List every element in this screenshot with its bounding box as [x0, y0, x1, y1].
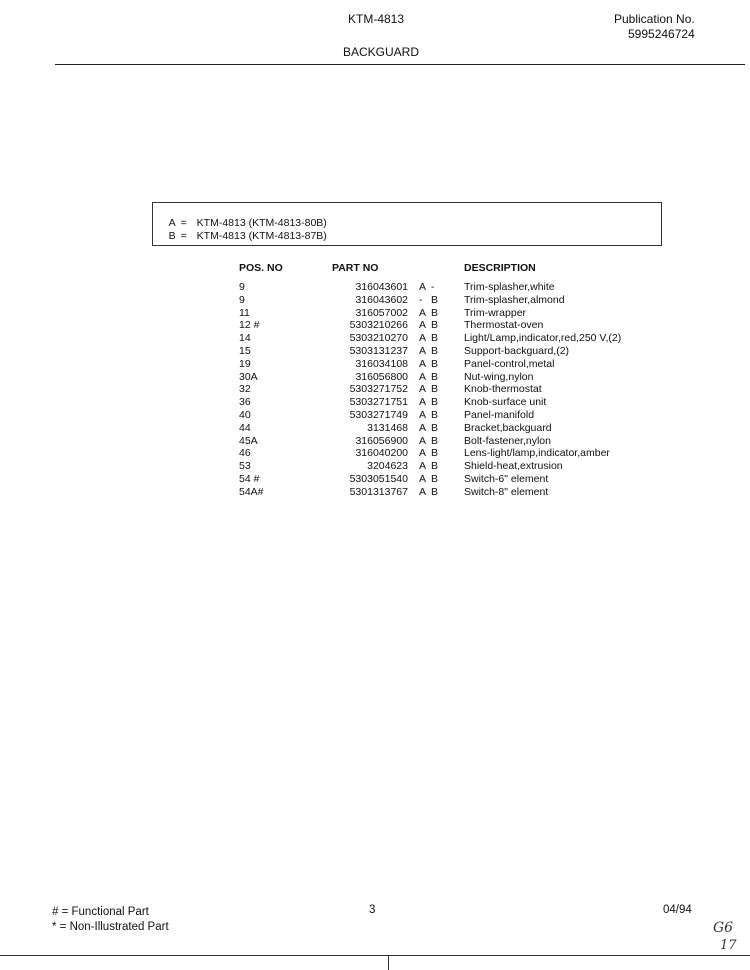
model-a-flag: A — [419, 370, 427, 383]
model-b-flag: B — [431, 472, 439, 485]
pos-number: 32 — [239, 383, 251, 396]
table-row — [0, 332, 750, 345]
part-description: Lens-light/lamp,indicator,amber — [464, 447, 610, 460]
pos-number: 45A — [239, 434, 258, 447]
pos-number: 9 — [239, 281, 245, 293]
part-description: Switch-6" element — [464, 472, 549, 485]
model-a-flag: - — [419, 293, 423, 306]
model-key-letter: B — [168, 230, 176, 242]
table-row — [0, 435, 750, 448]
part-description: Light/Lamp,indicator,red,250 V,(2) — [464, 332, 622, 345]
part-number: 5303210266 — [349, 319, 408, 332]
pos-number: 54A# — [239, 485, 264, 498]
model-a-flag: A — [419, 383, 427, 396]
pos-number: 14 — [239, 332, 251, 345]
model-b-flag: B — [431, 396, 439, 409]
model-a-flag: A — [419, 408, 427, 421]
legend-functional-part: # = Functional Part — [52, 906, 149, 918]
table-row — [0, 486, 750, 499]
part-description: Nut-wing,nylon — [464, 370, 534, 383]
publication-label: Publication No. — [614, 12, 695, 26]
part-number: 5303131237 — [349, 344, 408, 357]
parts-list — [0, 281, 750, 499]
publication-date: 04/94 — [663, 904, 692, 916]
part-number: 316043601 — [355, 281, 408, 293]
table-row — [0, 371, 750, 384]
pos-number: 12 # — [239, 319, 260, 332]
table-row — [0, 409, 750, 422]
legend-non-illustrated-part: * = Non-Illustrated Part — [52, 921, 169, 933]
pos-number: 44 — [239, 421, 251, 434]
part-number: 316043602 — [355, 293, 408, 306]
model-a-flag: A — [419, 447, 427, 460]
pos-number: 46 — [239, 447, 251, 460]
pos-number: 19 — [239, 357, 251, 370]
table-row — [0, 473, 750, 486]
model-key-model: KTM-4813 (KTM-4813-80B) — [196, 217, 327, 229]
page-number: 3 — [369, 904, 376, 916]
part-number: 3204623 — [367, 460, 408, 473]
part-description: Panel-manifold — [464, 408, 535, 421]
part-number: 5303271751 — [349, 396, 408, 409]
table-row — [0, 383, 750, 396]
part-description: Bracket,backguard — [464, 421, 552, 434]
header-divider — [55, 64, 745, 65]
model-number: KTM-4813 — [348, 12, 405, 26]
part-description: Trim-splasher,white — [464, 281, 555, 293]
pos-number: 36 — [239, 396, 251, 409]
table-row — [0, 281, 750, 294]
part-description: Switch-8" element — [464, 485, 549, 498]
part-number: 5303210270 — [349, 332, 408, 345]
table-row — [0, 294, 750, 307]
model-b-flag: B — [431, 332, 439, 345]
pos-number: 11 — [239, 306, 250, 319]
publication-number: 5995246724 — [628, 27, 695, 41]
model-a-flag: A — [419, 319, 427, 332]
model-b-flag: B — [431, 421, 439, 434]
table-row — [0, 396, 750, 409]
model-b-flag: B — [431, 447, 439, 460]
model-b-flag: B — [431, 408, 439, 421]
model-b-flag: B — [431, 293, 439, 306]
model-key-equals: = — [180, 217, 187, 229]
table-row — [0, 319, 750, 332]
part-description: Thermostat-oven — [464, 319, 544, 332]
handwritten-note: 17 — [720, 938, 737, 953]
part-number: 316034108 — [355, 357, 408, 370]
model-a-flag: A — [419, 332, 427, 345]
model-b-flag: B — [431, 319, 439, 332]
part-number: 316057002 — [355, 306, 408, 319]
column-header-description: DESCRIPTION — [464, 262, 536, 274]
table-row — [0, 358, 750, 371]
model-key-model: KTM-4813 (KTM-4813-87B) — [196, 230, 327, 242]
model-b-flag: B — [431, 344, 439, 357]
handwritten-note: G6 — [713, 920, 734, 936]
table-row — [0, 422, 750, 435]
model-a-flag: A — [419, 396, 427, 409]
table-row — [0, 447, 750, 460]
column-header-part: PART NO — [332, 262, 379, 274]
part-description: Knob-surface unit — [464, 396, 547, 409]
part-number: 316056900 — [355, 434, 408, 447]
part-number: 316056800 — [355, 370, 408, 383]
model-a-flag: A — [419, 344, 427, 357]
column-header-pos: POS. NO — [239, 262, 283, 274]
pos-number: 40 — [239, 408, 251, 421]
model-key-equals: = — [180, 230, 187, 242]
table-row — [0, 307, 750, 320]
pos-number: 15 — [239, 344, 251, 357]
footer-divider — [0, 955, 750, 956]
part-number: 3131468 — [367, 421, 408, 434]
pos-number: 54 # — [239, 472, 260, 485]
model-a-flag: A — [419, 485, 427, 498]
model-a-flag: A — [419, 421, 427, 434]
model-b-flag: B — [431, 357, 439, 370]
model-b-flag: B — [431, 306, 439, 319]
part-number: 5303051540 — [349, 472, 408, 485]
part-number: 5303271749 — [349, 408, 408, 421]
model-a-flag: A — [419, 460, 427, 473]
section-title: BACKGUARD — [343, 45, 420, 59]
model-a-flag: A — [419, 357, 427, 370]
part-number: 316040200 — [355, 447, 408, 460]
model-key-box — [152, 202, 662, 246]
part-description: Bolt-fastener,nylon — [464, 434, 551, 447]
pos-number: 53 — [239, 460, 251, 473]
pos-number: 9 — [239, 293, 245, 306]
part-description: Trim-splasher,almond — [464, 293, 565, 306]
model-a-flag: A — [419, 434, 427, 447]
model-key-letter: A — [168, 217, 176, 229]
model-b-flag: - — [431, 281, 435, 293]
table-row — [0, 345, 750, 358]
part-number: 5303271752 — [349, 383, 408, 396]
model-key-row — [157, 218, 327, 254]
model-b-flag: B — [431, 434, 439, 447]
fold-mark — [388, 955, 389, 970]
model-b-flag: B — [431, 370, 439, 383]
model-b-flag: B — [431, 460, 439, 473]
part-description: Shield-heat,extrusion — [464, 460, 563, 473]
model-b-flag: B — [431, 383, 439, 396]
part-number: 5301313767 — [349, 485, 408, 498]
part-description: Support-backguard,(2) — [464, 344, 570, 357]
model-a-flag: A — [419, 281, 427, 293]
table-row — [0, 460, 750, 473]
part-description: Knob-thermostat — [464, 383, 542, 396]
model-a-flag: A — [419, 472, 427, 485]
pos-number: 30A — [239, 370, 258, 383]
part-description: Trim-wrapper — [464, 306, 527, 319]
model-a-flag: A — [419, 306, 427, 319]
part-description: Panel-control,metal — [464, 357, 555, 370]
model-b-flag: B — [431, 485, 439, 498]
